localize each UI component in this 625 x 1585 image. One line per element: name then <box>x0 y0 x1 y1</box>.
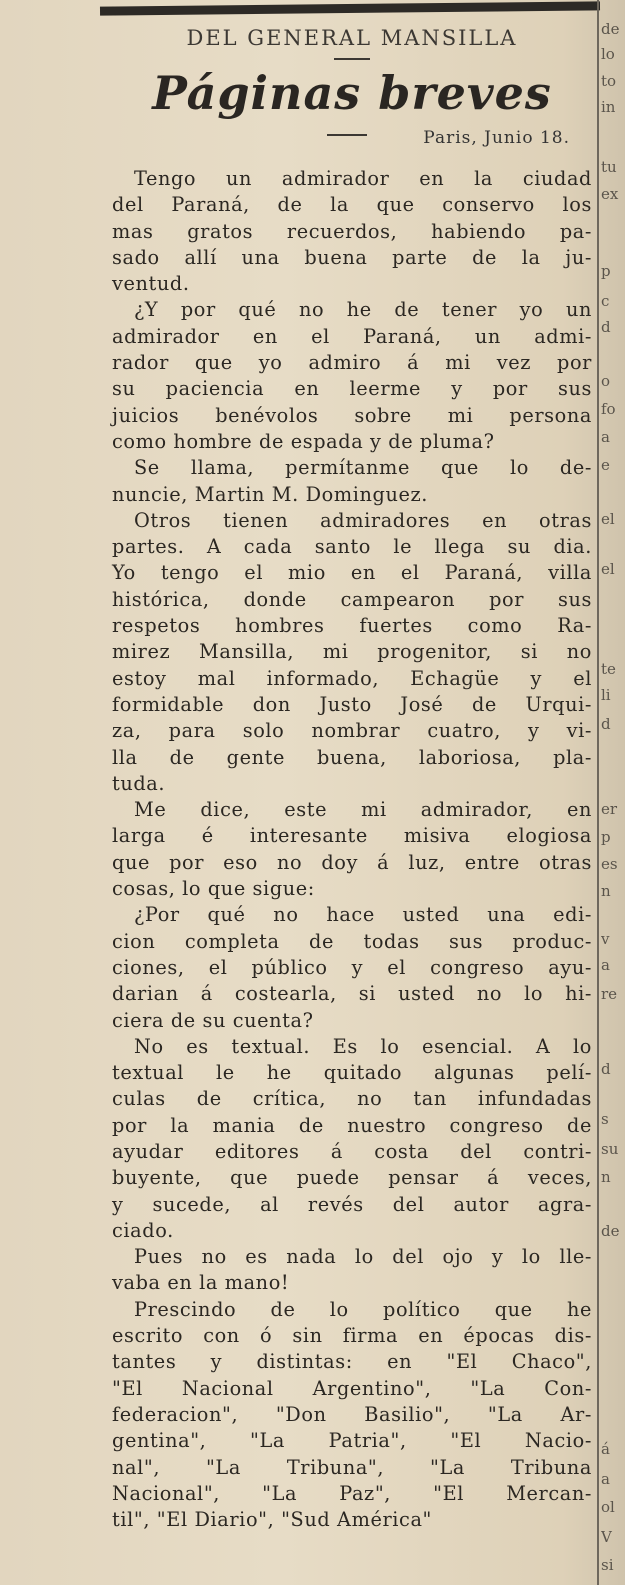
kicker: DEL GENERAL MANSILLA <box>186 26 518 50</box>
short-rule <box>334 58 370 60</box>
paragraph <box>112 1034 592 1244</box>
text-line: Se llama, permítanme que lo de- <box>134 456 592 480</box>
text-line: ciado. <box>112 1218 174 1242</box>
margin-fragment: p <box>601 262 611 280</box>
margin-fragment: á <box>601 1440 610 1458</box>
margin-fragment: te <box>601 660 616 678</box>
text-line: partes. A cada santo le llega su dia. <box>112 535 592 559</box>
text-line: sado allí una buena parte de la ju- <box>112 245 592 269</box>
text-line: del Paraná, de la que conservo los <box>112 193 592 217</box>
margin-fragment: su <box>601 1140 619 1158</box>
text-line: juicios benévolos sobre mi persona <box>112 403 592 427</box>
text-line: mas gratos recuerdos, habiendo pa- <box>112 219 592 243</box>
margin-fragment: d <box>601 318 611 336</box>
margin-fragment: es <box>601 855 618 873</box>
text-line: Pues no es nada lo del ojo y lo lle- <box>134 1245 592 1269</box>
margin-fragment: de <box>601 1222 620 1240</box>
text-line: Me dice, este mi admirador, en <box>134 798 592 822</box>
margin-fragment: a <box>601 956 610 974</box>
text-line: Otros tienen admiradores en otras <box>134 508 592 532</box>
text-line: estoy mal informado, Echagüe y el <box>112 666 592 690</box>
headline: Páginas breves <box>152 66 552 120</box>
text-line: admirador en el Paraná, un admi- <box>112 324 592 348</box>
text-line: ciones, el público y el congreso ayu- <box>112 955 592 979</box>
text-line: tantes y distintas: en "El Chaco", <box>112 1350 592 1374</box>
article <box>112 18 592 1533</box>
text-line: Yo tengo el mio en el Paraná, villa <box>112 561 592 585</box>
text-line: No es textual. Es lo esencial. A lo <box>134 1034 592 1058</box>
paragraph <box>112 1297 592 1534</box>
text-line: til", "El Diario", "Sud América" <box>112 1508 433 1532</box>
text-line: cion completa de todas sus produc- <box>112 929 592 953</box>
text-line: Prescindo de lo político que he <box>134 1297 592 1321</box>
text-line: textual le he quitado algunas pelí- <box>112 1061 592 1085</box>
paragraph <box>112 1244 592 1297</box>
margin-fragment: d <box>601 715 611 733</box>
margin-fragment: de <box>601 20 620 38</box>
margin-fragment: c <box>601 292 610 310</box>
margin-fragment: to <box>601 72 617 90</box>
text-line: nuncie, Martin M. Dominguez. <box>112 482 428 506</box>
margin-fragment: o <box>601 372 611 390</box>
text-line: ¿Y por qué no he de tener yo un <box>134 298 592 322</box>
text-line: histórica, donde campearon por sus <box>112 587 592 611</box>
text-line: formidable don Justo José de Urqui- <box>112 692 592 716</box>
text-line: Nacional", "La Paz", "El Mercan- <box>112 1481 592 1505</box>
margin-fragment: li <box>601 686 611 704</box>
dateline: Paris, Junio 18. <box>423 128 570 148</box>
text-line: "El Nacional Argentino", "La Con- <box>112 1376 592 1400</box>
margin-fragment: fo <box>601 400 616 418</box>
margin-fragment: d <box>601 1060 611 1078</box>
text-line: respetos hombres fuertes como Ra- <box>112 614 592 638</box>
text-line: su paciencia en leerme y por sus <box>112 377 592 401</box>
text-line: como hombre de espada y de pluma? <box>112 429 495 453</box>
text-line: cosas, lo que sigue: <box>112 877 315 901</box>
text-line: ciera de su cuenta? <box>112 1008 314 1032</box>
text-line: por la mania de nuestro congreso de <box>112 1113 592 1137</box>
text-line: escrito con ó sin firma en épocas dis- <box>112 1324 592 1348</box>
margin-fragment: a <box>601 1470 610 1488</box>
text-line: vaba en la mano! <box>112 1271 290 1295</box>
text-line: nal", "La Tribuna", "La Tribuna <box>112 1455 592 1479</box>
margin-fragment: ex <box>601 185 619 203</box>
margin-fragment: V <box>601 1528 612 1546</box>
text-line: tuda. <box>112 771 166 795</box>
text-line: ayudar editores á costa del contri- <box>112 1139 592 1163</box>
margin-fragment: p <box>601 828 611 846</box>
text-line: Tengo un admirador en la ciudad <box>134 167 592 190</box>
paragraph <box>112 166 592 297</box>
paragraph <box>112 902 592 1033</box>
margin-fragment: s <box>601 1110 609 1128</box>
text-line: gentina", "La Patria", "El Nacio- <box>112 1429 592 1453</box>
margin-fragment: n <box>601 882 611 900</box>
margin-fragment: er <box>601 800 618 818</box>
text-line: lla de gente buena, laboriosa, pla- <box>112 745 592 769</box>
paragraph <box>112 297 592 455</box>
margin-fragment: re <box>601 985 618 1003</box>
column-rule <box>597 0 599 1585</box>
text-line: ¿Por qué no hace usted una edi- <box>134 903 592 927</box>
text-line: mirez Mansilla, mi progenitor, si no <box>112 640 592 664</box>
margin-fragment: e <box>601 456 610 474</box>
text-line: za, para solo nombrar cuatro, y vi- <box>112 719 592 743</box>
text-line: ventud. <box>112 272 190 296</box>
margin-fragment: el <box>601 560 615 578</box>
margin-fragment: in <box>601 98 616 116</box>
text-line: federacion", "Don Basilio", "La Ar- <box>112 1402 592 1426</box>
text-line: rador que yo admiro á mi vez por <box>112 351 592 375</box>
paragraph <box>112 797 592 902</box>
paragraph <box>112 455 592 508</box>
margin-fragment: ol <box>601 1498 615 1516</box>
margin-fragment: a <box>601 428 610 446</box>
margin-fragment: si <box>601 1556 614 1574</box>
margin-fragment: lo <box>601 45 615 63</box>
margin-fragment: n <box>601 1168 611 1186</box>
text-line: buyente, que puede pensar á veces, <box>112 1166 592 1190</box>
text-line: darian á costearla, si usted no lo hi- <box>112 982 592 1006</box>
margin-fragment: tu <box>601 158 617 176</box>
paragraph <box>112 508 592 797</box>
text-line: culas de crítica, no tan infundadas <box>112 1087 592 1111</box>
article-body <box>112 166 592 1533</box>
top-rule <box>100 1 600 15</box>
margin-fragment: el <box>601 510 615 528</box>
text-line: larga é interesante misiva elogiosa <box>112 824 592 848</box>
text-line: y sucede, al revés del autor agra- <box>112 1192 592 1216</box>
text-line: que por eso no doy á luz, entre otras <box>112 850 592 874</box>
margin-fragment: v <box>601 930 610 948</box>
